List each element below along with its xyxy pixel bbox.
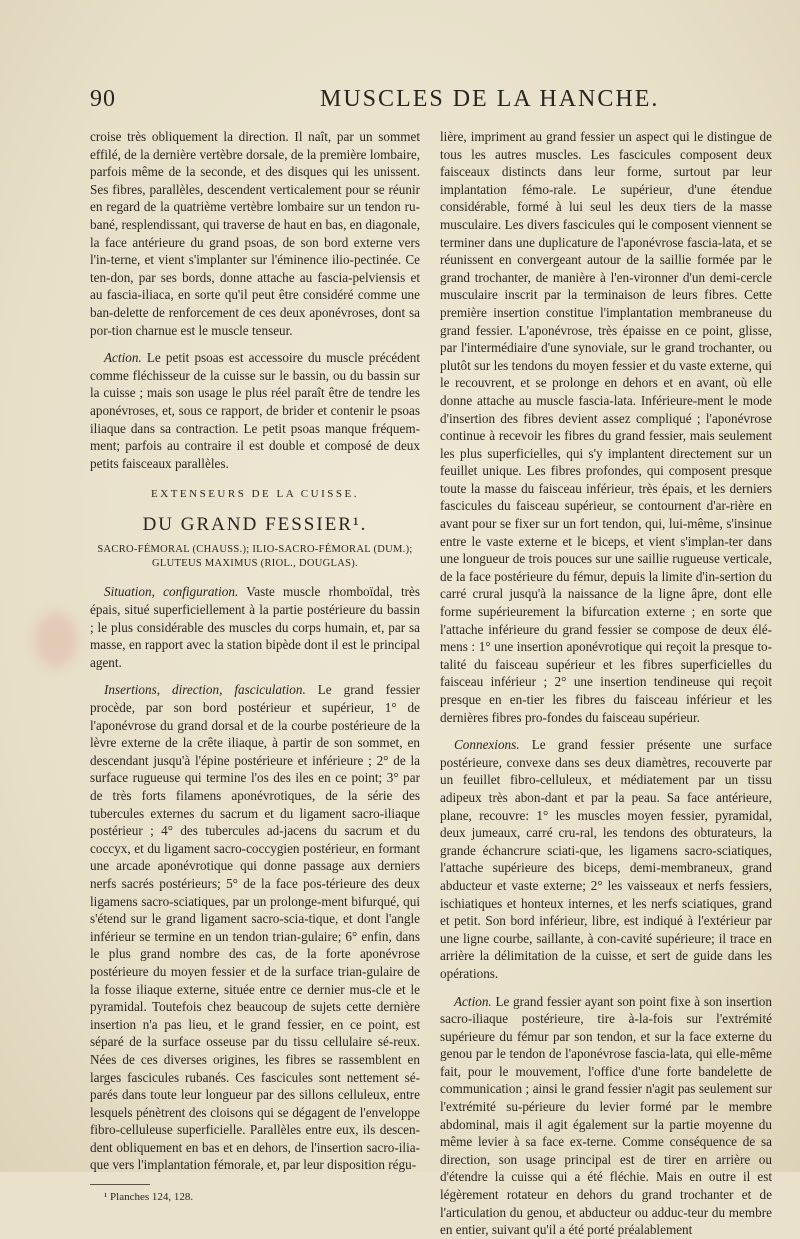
paragraph-situation xyxy=(90,583,420,671)
page-number: 90 xyxy=(90,86,116,112)
footnote: ¹ Planches 124, 128. xyxy=(104,1191,194,1204)
paragraph-text: Le grand fessier procède, par son bord postérieur et supérieur, 1° de l'aponévrose du grand dorsal et de la courbe postérieure de la lèvre externe de la crête iliaque, à partir de son sommet, en descendant jusqu'à l'épine postérieure et inférieure ; 2° de la surface rugueuse qui termine l'os des iles en ce point; 3° par de très forts filamens aponévrotiques, de la série des tubercules externes du sacrum et du ligament sacro-iliaque postérieur ; 4° des tubercules ad-jacens du sacrum et du coccyx, et du ligament sacro-coccygien postérieur, en formant une arcade aponévrotique qui donne passage aux derniers nerfs sacrés postérieurs; 5° de la face pos-térieure des deux ligamens sacro-sciatiques, par un prolonge-ment bifurqué, qui s'étend sur le grand ligament sacro-scia-tique, et dont l'angle inférieur se termine en un tendon trian-gulaire; 6° enfin, dans le plus grand nombre des cas, de la forte aponévrose postérieure du moyen fessier et de la surface trian-gulaire de la fosse iliaque externe, située entre ce dernier mus-cle et le pyramidal. Toutefois chez beaucoup de sujets cette dernière insertion n'a pas lieu, et le grand fessier, en ce point, est séparé de la surface osseuse par du tissu cellulaire sé-reux. Nées de ces diverses origines, les fibres se rassemblent en larges fascicules rubanés. Ces fascicules sont nettement sé-parés dans toute leur longueur par des sillons celluleux, entre lesquels pénètrent des cloisons qui se dégagent de l'enveloppe fibro-celluleuse superficielle. Parallèles entre eux, ils descen-dent obliquement en bas et en dehors, de l'insertion sacro-ilia-que vers l'implantation fémorale, et, par leur disposition régu- xyxy=(90,682,420,1173)
paragraph-action-grand-fessier xyxy=(440,993,772,1239)
paragraph-text: Le petit psoas est accessoire du muscle précédent comme fléchisseur de la cuisse sur le bassin, ou du bassin sur la cuisse ; mais son usage le plus réel paraît être de tendre les aponévroses, et, sous ce rapport, de brider et contenir le psoas iliaque dans sa contraction. Le petit psoas manque fréquem-ment; parfois au contraire il est double et composé de deux petits faisceaux parallèles. xyxy=(90,350,420,471)
section-title: EXTENSEURS DE LA CUISSE. xyxy=(151,488,359,501)
paragraph-label: Insertions, direction, fasciculation. xyxy=(104,682,306,698)
paragraph-label: Action. xyxy=(454,993,492,1009)
paragraph-action-petit-psoas xyxy=(90,349,420,472)
muscle-title: DU GRAND FESSIER¹. xyxy=(142,513,368,535)
paragraph-psoas-end: croise très obliquement la direction. Il naît, par un sommet effilé, de la dernière vertèbre dorsale, de la première lombaire, parfois même de la seconde, et des disques qui les unissent. Ses fibres, parallèles, descendent verticalement pour se réunir en regard de la quatrième vertèbre lombaire sur un tendon ru-bané, resplendissant, qui traverse de haut en bas, en diagonale, la face antérieure du grand psoas, de son bord externe vers l'in-terne, et vient s'implanter sur l'éminence ilio-pectinée. Ce ten-don, par ses bords, donne attache au fascia-pelviensis et au fascia-iliaca, en sorte qu'il peut être considéré comme une ban-delette de renforcement de ces deux aponévroses, dont sa por-tion charnue est le muscle tenseur. xyxy=(90,129,420,338)
paragraph-insertions xyxy=(90,681,420,1174)
paragraph-label: Action. xyxy=(104,350,142,366)
footnote-rule xyxy=(90,1184,150,1185)
running-title: MUSCLES DE LA HANCHE. xyxy=(320,86,660,112)
paragraph-label: Situation, configuration. xyxy=(104,584,239,600)
foxing-stain xyxy=(34,612,78,668)
page-header xyxy=(0,86,800,122)
right-column xyxy=(440,128,772,1239)
paragraph-connexions xyxy=(440,736,772,982)
paragraph-insertions-continued: lière, impriment au grand fessier un aspect qui le distingue de tous les autres muscles. Les fascicules composent deux faisceaux distincts dans leur forme, surtout par leur implantation fémo-rale. Le supérieur, d'une étendue considérable, formé à lui seul les deux tiers de la masse musculaire. Les divers fascicules qui le composent viennent se terminer dans une duplicature de l'aponévrose fascia-lata, et se réunissent en convergeant autour de la saillie formée par le grand trochanter, de manière à l'en-vironner d'un demi-cercle musculaire inscrit par la terminaison de leurs fibres. Cette première insertion constitue l'implantation membraneuse du grand fessier. L'aponévrose, très épaisse en ce point, glisse, par l'intermédiaire d'une synoviale, sur le grand trochanter, ou plutôt sur les tendons du moyen fessier et du vaste externe, qui le recouvrent, et se prolonge en dehors et en avant, où elle donne attache au muscle fascia-lata. Inférieure-ment le mode d'insertion des fibres devient assez compliqué ; l'aponévrose continue à recevoir les fibres du grand fessier, mais seulement les plus superficielles, qui s'y implantent directement sur un feuillet unique. Les fibres profondes, qui composent presque toute la masse du faisceau inférieur, très épais, et les derniers fascicules du faisceau supérieur, se contournent d'ar-rière en avant pour se fixer sur un fort tendon, qui, lui-même, s'insinue entre le vaste externe et le biceps, et vient s'implan-ter dans une longueur de trois pouces sur une saillie rugueuse verticale, de la face postérieure du fémur, depuis la limite d'in-sertion du carré crural jusqu'à la naissance de la ligne âpre, dont elle forme supérieurement la bifurcation externe ; en sorte que l'attache inférieure du grand fessier se compose de deux élé-mens : 1° une insertion aponévrotique qui reçoit la presque to-talité du faisceau supérieur et les fibres superficielles du faisceau inférieur ; 2° une insertion tendineuse qui reçoit presque en en-tier les fibres du faisceau inférieur et les dernières fibres pro-fondes du faisceau supérieur. xyxy=(440,129,772,725)
paragraph-text: Vaste muscle rhomboïdal, très épais, situé superficiellement à la partie postérieure du bassin ; le plus considérable des muscles du corps humain, et, par sa masse, en rapport avec la station bipède dont il est le principal agent. xyxy=(90,584,420,670)
paragraph-text: Le grand fessier ayant son point fixe à son insertion sacro-iliaque postérieure, tire à-la-fois sur l'extrémité supérieure du fémur par son tendon, et sur la face externe du genou par le tendon de l'aponévrose fascia-lata, qui elle-même fait, pour le mouvement, l'office d'une forte bandelette de communication ; ainsi le grand fessier n'agit pas seulement sur l'extrémité su-périeure du levier formé par le membre abdominal, mais il agit également sur la partie moyenne du même levier à sa face ex-terne. Comme conséquence de sa direction, son usage principal est de tirer en arrière ou d'étendre la cuisse qui a été fléchie. Mais en outre il est légèrement rotateur en dehors du grand trochanter et de l'articulation du genou, et abducteur ou adduc-teur du membre en entier, suivant qu'il a été porté préalablement xyxy=(440,993,772,1238)
paragraph-label: Connexions. xyxy=(454,737,520,753)
left-column xyxy=(90,128,420,1207)
paragraph-text: Le grand fessier présente une surface postérieure, convexe dans ses deux diamètres, recouverte par un feuillet fibro-celluleux, et médiatement par un tissu adipeux très abon-dant et par la peau. Sa face antérieure, plane, recouvre: 1° les muscles moyen fessier, pyramidal, deux jumeaux, carré cru-ral, les tendons des obturateurs, la grande échancrure sciati-que, les ligamens sacro-sciatiques, l'attache supérieure des biceps, demi-membraneux, grand abducteur et vaste externe; 2° les vaisseaux et nerfs fessiers, ischiatiques et honteux internes, et les nerfs sciatiques, grand et petit. Son bord inférieur, libre, est indiqué à l'extérieur par une ligne courbe, saillante, à con-cavité supérieure; il trace en arrière la délimitation de la cuisse, et sert de guide dans les opérations. xyxy=(440,737,772,981)
synonyms-line: SACRO-FÉMORAL (CHAUSS.); ILIO-SACRO-FÉMORAL (DUM.); GLUTEUS MAXIMUS (RIOL., DOUGLAS). xyxy=(97,544,413,570)
